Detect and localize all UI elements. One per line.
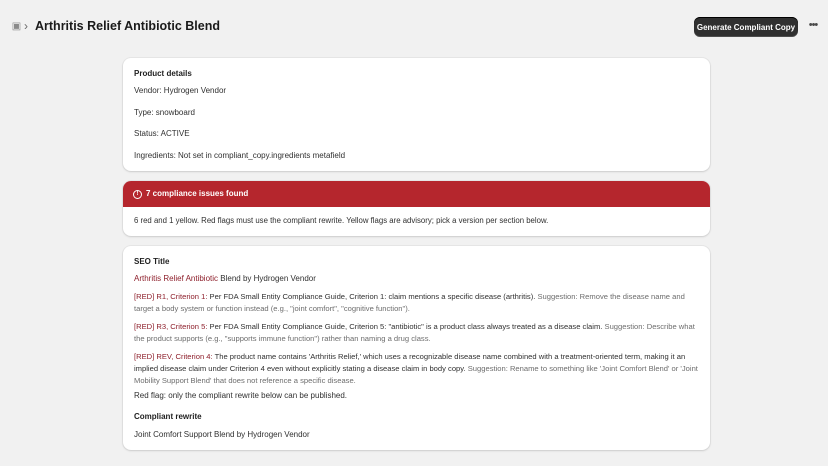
more-actions-icon[interactable]: ••• — [808, 19, 818, 31]
ingredients-text: Ingredients: Not set in compliant_copy.ingredients metafield — [134, 151, 346, 160]
issue-item — [134, 291, 700, 315]
type-text: Type: snowboard — [134, 108, 195, 117]
issues-banner — [123, 181, 710, 207]
compliant-rewrite-heading: Compliant rewrite — [134, 412, 202, 421]
generate-compliant-copy-button[interactable]: Generate Compliant Copy — [694, 17, 798, 37]
issue-suggestion: Suggestion: Rename to something like 'Joint Comfort Blend' or 'Joint Mobility Support Blend' that does not reference a specific disease. — [134, 364, 698, 385]
issue-suggestion: Suggestion: Describe what the product supports (e.g., "supports immune function") rather than naming a drug class. — [134, 322, 695, 343]
flagged-title-text: Arthritis Relief Antibiotic — [134, 274, 219, 283]
issue-tag: [RED] R1, Criterion 1: — [134, 292, 208, 301]
compliance-issues-card — [123, 181, 710, 236]
issue-text: The product name contains 'Arthritis Relief,' which uses a recognizable disease name combined with a treatment-oriented term, making it an implied disease claim under Criterion 4 even without explicitly stating a disease claim in body copy. — [134, 352, 686, 373]
page-header — [0, 10, 828, 42]
issues-summary: 6 red and 1 yellow. Red flags must use the compliant rewrite. Yellow flags are advisory; pick a version per section below. — [134, 216, 549, 225]
seo-title-value — [134, 274, 316, 283]
issue-text: Per FDA Small Entity Compliance Guide, Criterion 1: claim mentions a specific disease (arthritis). — [207, 292, 536, 301]
issue-tag: [RED] REV, Criterion 4: — [134, 352, 213, 361]
title-rest-text: Blend by Hydrogen Vendor — [218, 274, 316, 283]
breadcrumb-chevron-icon: › — [24, 19, 28, 33]
issue-suggestion: Suggestion: Remove the disease name and target a body system or function instead (e.g., "joint comfort", "cognitive function"). — [134, 292, 685, 313]
product-details-card — [123, 58, 710, 171]
red-flag-note: Red flag: only the compliant rewrite below can be published. — [134, 391, 348, 400]
compliant-rewrite-text: Joint Comfort Support Blend by Hydrogen Vendor — [134, 430, 310, 439]
page-title: Arthritis Relief Antibiotic Blend — [35, 19, 220, 33]
vendor-text: Vendor: Hydrogen Vendor — [134, 86, 227, 95]
seo-title-card — [123, 246, 710, 450]
issue-tag: [RED] R3, Criterion 5: — [134, 322, 208, 331]
issues-banner-title: 7 compliance issues found — [146, 189, 249, 198]
status-text: Status: ACTIVE — [134, 129, 190, 138]
issue-item — [134, 351, 700, 387]
issue-text: Per FDA Small Entity Compliance Guide, Criterion 5: "antibiotic" is a product class always treated as a disease claim. — [207, 322, 603, 331]
product-icon[interactable]: ▣ — [11, 21, 22, 32]
issue-item — [134, 321, 700, 345]
seo-title-heading: SEO Title — [134, 257, 170, 266]
product-details-heading: Product details — [134, 69, 192, 78]
alert-circle-icon: ! — [133, 190, 142, 199]
